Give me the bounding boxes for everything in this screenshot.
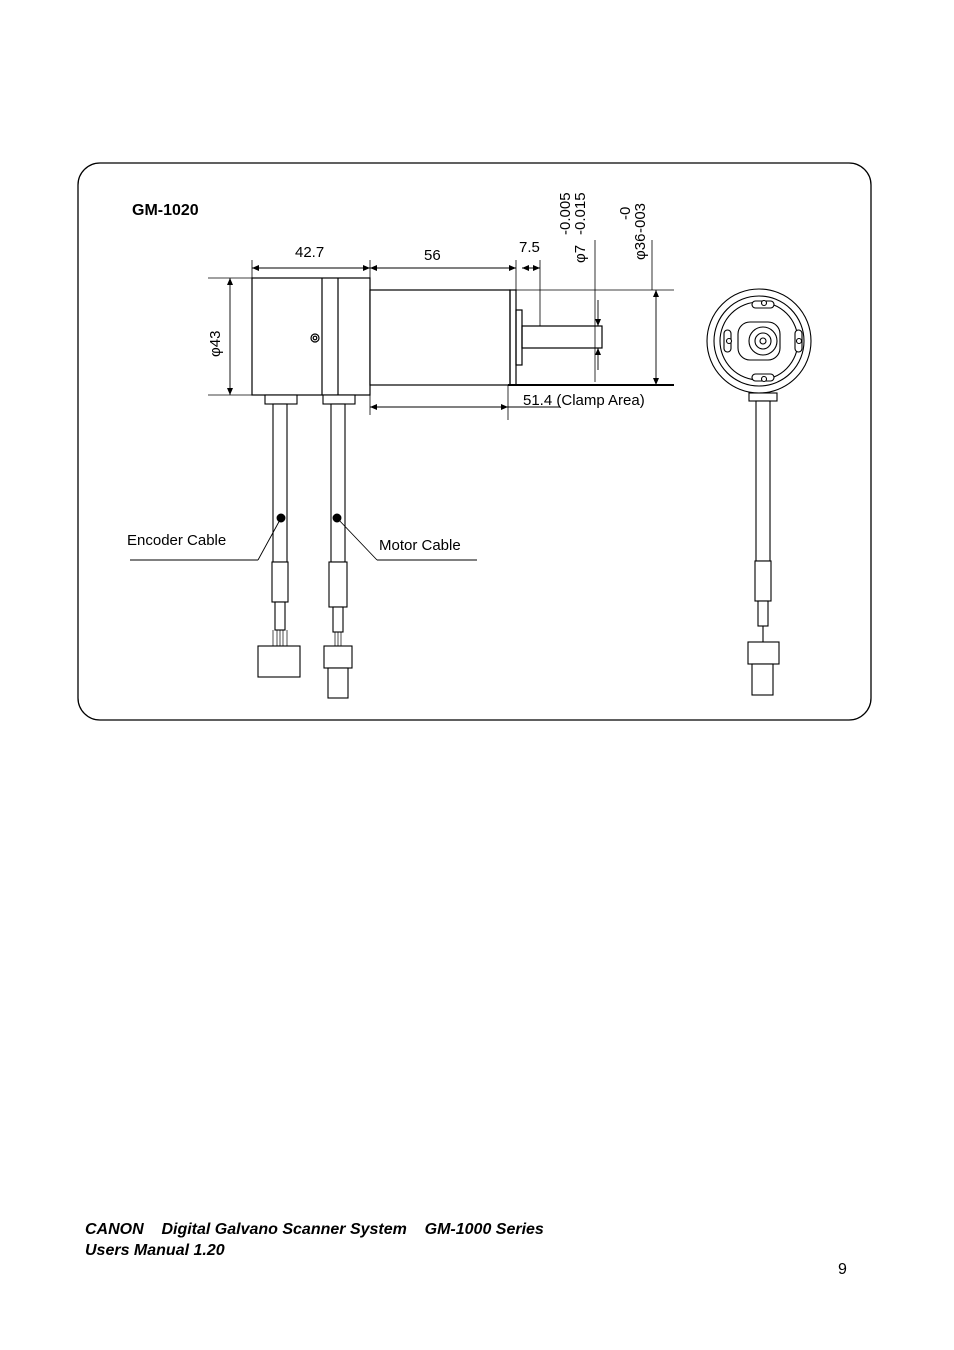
dim-flange-tol-lower: -003 xyxy=(632,202,649,233)
dim-encoder-length: 42.7 xyxy=(295,244,325,261)
motor-end-view xyxy=(707,289,811,695)
motor-cable-label: Motor Cable xyxy=(379,537,461,554)
dim-body-diameter: φ43 xyxy=(207,330,224,357)
dim-shaft-diameter: φ7 xyxy=(572,244,589,263)
dim-shaft-length: 7.5 xyxy=(519,239,540,256)
motor-cable-drawing xyxy=(323,395,355,698)
model-title: GM-1020 xyxy=(132,202,199,219)
dim-shaft-tol-upper: -0.005 xyxy=(557,192,574,235)
footer-line-2: Users Manual 1.20 xyxy=(85,1242,225,1259)
encoder-cable-label: Encoder Cable xyxy=(127,532,227,549)
figure-frame xyxy=(78,163,871,720)
encoder-cable-drawing xyxy=(258,395,300,677)
page-number: 9 xyxy=(838,1261,847,1278)
dim-clamp-area: 51.4 (Clamp Area) xyxy=(523,392,645,409)
footer-line-1: CANON Digital Galvano Scanner System GM-1000 Series xyxy=(85,1221,544,1238)
dim-motor-length: 56 xyxy=(424,247,441,264)
dim-flange-diameter: φ36 xyxy=(632,233,649,260)
dim-flange-tol-upper: -0 xyxy=(617,206,634,220)
motor-side-view xyxy=(252,278,602,395)
dim-shaft-tol-lower: -0.015 xyxy=(572,192,589,235)
